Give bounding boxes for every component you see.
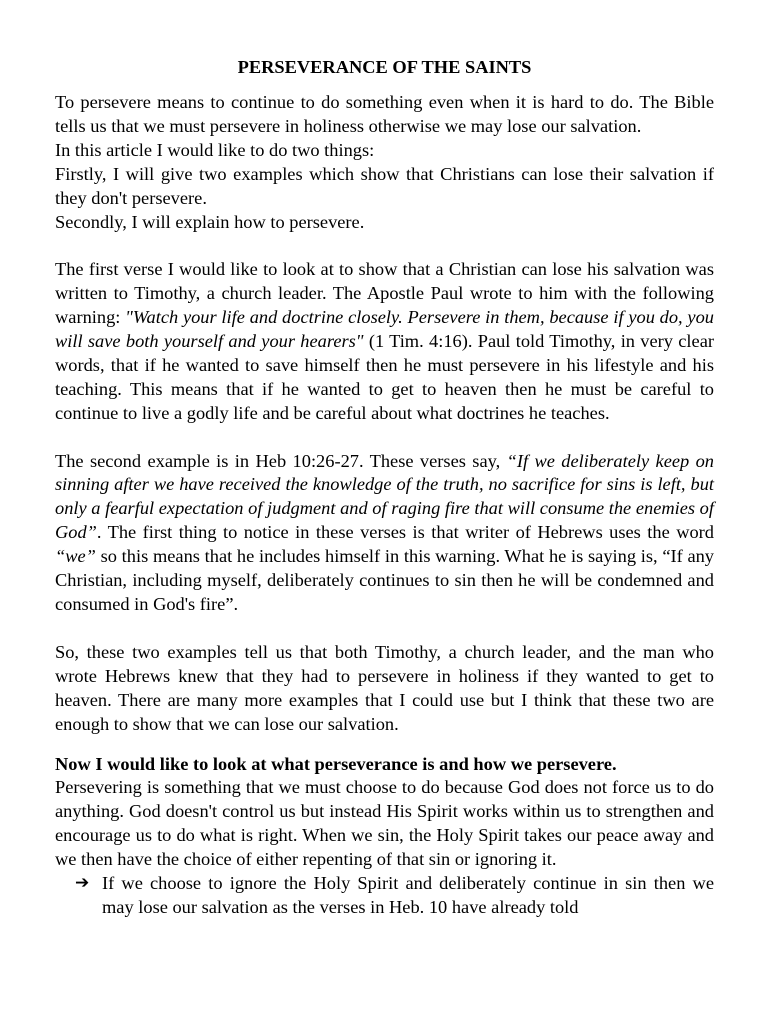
example1-text-a: The first verse I would like to look at to show that a Christian can lose his salvation was written to Timothy, a church leader. The Apostle Paul wrote to him with the following warning: xyxy=(55,259,714,328)
example2-text-a: The second example is in Heb 10:26-27. These verses say, xyxy=(55,450,507,471)
intro-paragraph-1: To persevere means to continue to do something even when it is hard to do. The Bible tells us that we must persevere in holiness otherwise we may lose our salvation. xyxy=(55,92,714,136)
example1-paragraph xyxy=(55,258,714,425)
intro-paragraph-4: Secondly, I will explain how to persevere. xyxy=(55,211,365,232)
bullet-item xyxy=(55,872,714,920)
bullet-text: If we choose to ignore the Holy Spirit and deliberately continue in sin then we may lose our salvation as the verses in Heb. 10 have already told xyxy=(102,873,714,917)
example2-text-c: so this means that he includes himself in this warning. What he is saying is, “If any Christian, including myself, deliberately continues to sin then he will be condemned and consumed in God's fire”. xyxy=(55,546,714,614)
intro-paragraph-3: Firstly, I will give two examples which show that Christians can lose their salvation if they don't persevere. xyxy=(55,163,714,208)
example1-text-b: (1 Tim. 4:16). Paul told Timothy, in very clear words, that if he wanted to save himself then he must persevere in his lifestyle and his teaching. This means that if he wanted to get to heaven then he must be careful to continue to live a godly life and be careful about what doctrines he teaches. xyxy=(55,331,714,423)
paragraph-spacer xyxy=(55,234,714,258)
example1-quote: "Watch your life and doctrine closely. Persevere in them, because if you do, you will save both yourself and your hearers" xyxy=(55,307,714,352)
intro-paragraph-2: In this article I would like to do two things: xyxy=(55,139,375,160)
example2-text-b: . The first thing to notice in these verses is that writer of Hebrews uses the word xyxy=(96,522,714,543)
document-title: PERSEVERANCE OF THE SAINTS xyxy=(237,57,532,77)
document-page xyxy=(55,55,714,920)
section2-heading: Now I would like to look at what perseverance is and how we persevere. xyxy=(55,754,617,775)
summary-paragraph: So, these two examples tell us that both Timothy, a church leader, and the man who wrote Hebrews knew that they had to persevere in holiness if they wanted to get to heaven. There are many more examples that I could use but I think that these two are enough to show that we can lose our salvation. xyxy=(55,641,714,734)
paragraph-spacer xyxy=(55,426,714,450)
paragraph-spacer xyxy=(55,617,714,641)
section2-paragraph: Persevering is something that we must choose to do because God does not force us to do anything. God doesn't control us but instead His Spirit works within us to strengthen and encourage us to do what is right. When we sin, the Holy Spirit takes our peace away and we then have the choice of either repenting of that sin or ignoring it. xyxy=(55,777,714,870)
example2-quote: “If we deliberately keep on sinning after we have received the knowledge of the truth, no sacrifice for sins is left, but only a fearful expectation of judgment and of raging fire that will consume the enemies of God” xyxy=(55,450,714,543)
example2-paragraph xyxy=(55,450,714,617)
right-arrow-icon: ➔ xyxy=(75,873,90,894)
example2-word-we: “we” xyxy=(55,546,96,567)
paragraph-spacer xyxy=(55,736,714,752)
